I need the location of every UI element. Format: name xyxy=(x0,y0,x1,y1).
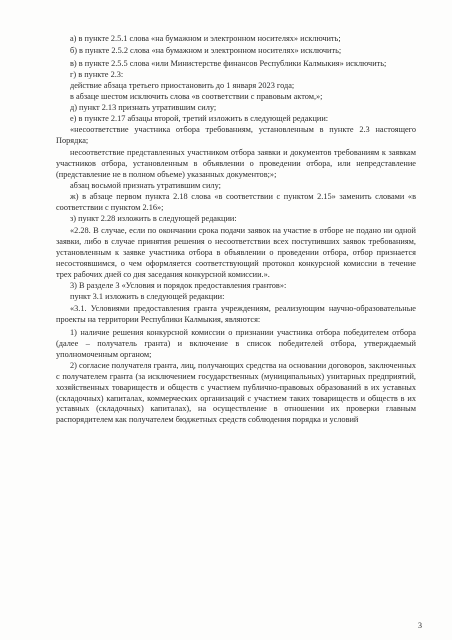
paragraph-item-g-2 xyxy=(56,92,416,103)
document-body xyxy=(56,34,416,426)
text-line: 3) В разделе 3 «Условия и порядок предоставления грантов»: xyxy=(70,280,287,290)
text-line: е) в пункте 2.17 абзацы второй, третий изложить в следующей редакции: xyxy=(70,113,329,123)
paragraph-quote-228 xyxy=(56,226,416,281)
text-line: «2.28. В случае, если по окончании срока подачи заявок на участие в отборе не подано ни одной заявки, либо в случае принятия решения о несоответствии всех поступивших заявок требованиям, установленным к заявке участника отбора в объявлении о проведении отбора, отбор признается несостоявшимся, о чем оформляется соответствующий протокол конкурсной комиссии в течение трех рабочих дней со дня заседания конкурсной комиссии.». xyxy=(56,226,416,280)
text-line: пункт 3.1 изложить в следующей редакции: xyxy=(70,291,225,301)
text-line: действие абзаца третьего приостановить до 1 января 2023 года; xyxy=(70,80,295,90)
paragraph-item-d xyxy=(56,103,416,114)
paragraph-quote-31 xyxy=(56,304,416,326)
text-line: 1) наличие решения конкурсной комиссии о признании участника отбора победителем отбора (далее – получатель гранта) и включение в список победителей отбора, утверждаемый уполномоченным органом; xyxy=(56,327,416,359)
paragraph-item-g xyxy=(56,70,416,81)
text-line: в) в пункте 2.5.5 слова «или Министерстве финансов Республики Калмыкия» исключить; xyxy=(70,58,387,68)
text-line: несоответствие представленных участником отбора заявки и документов требованиям к заявкам участников отбора, установленным в объявлении о проведении отбора, или непредставление (представление не в полном объеме) указанных документов;»; xyxy=(56,148,416,179)
paragraph-item-e xyxy=(56,114,416,125)
paragraph-item-e-1 xyxy=(56,125,416,147)
text-line: в абзаце шестом исключить слова «в соответствии с правовым актом,»; xyxy=(70,91,323,101)
paragraph-item-g-1 xyxy=(56,81,416,92)
paragraph-section-3 xyxy=(56,281,416,292)
paragraph-item-e-2 xyxy=(56,148,416,181)
text-line: ж) в абзаце первом пункта 2.18 слова «в соответствии с пунктом 2.15» заменить словами «в соответствии с пунктом 2.16»; xyxy=(56,191,416,212)
paragraph-condition-1 xyxy=(56,328,416,361)
paragraph-item-e-3 xyxy=(56,181,416,192)
text-line: б) в пункте 2.5.2 слова «на бумажном и электронном носителях» исключить; xyxy=(70,46,342,56)
text-line: а) в пункте 2.5.1 слова «на бумажном и электронном носителях» исключить; xyxy=(70,34,341,43)
text-line: «несоответствие участника отбора требованиям, установленным в пункте 2.3 настоящего Порядка; xyxy=(56,124,416,145)
paragraph-item-b xyxy=(56,46,416,57)
text-line: з) пункт 2.28 изложить в следующей редакции: xyxy=(70,213,237,223)
paragraph-item-zh xyxy=(56,192,416,214)
paragraph-item-a xyxy=(56,34,416,45)
text-line: д) пункт 2.13 признать утратившим силу; xyxy=(70,102,217,112)
paragraph-item-v xyxy=(56,59,416,70)
paragraph-item-z xyxy=(56,214,416,225)
text-line: 2) согласие получателя гранта, лиц, получающих средства на основании договоров, заключенных с получателем гранта (за исключением государственных (муниципальных) унитарных предприятий, хозяйственных товариществ и обществ с участием публично-правовых образований в их уставных (складочных) капиталах, коммерческих организаций с участием таких товариществ и обществ в их уставных (складочных) капиталах), на осуществление в отношении их проверки главным распорядителем как получателем бюджетных средств соблюдения порядка и условий xyxy=(56,360,416,425)
text-line: абзац восьмой признать утратившим силу; xyxy=(70,180,221,190)
paragraph-item-31 xyxy=(56,292,416,303)
paragraph-condition-2 xyxy=(56,361,416,427)
page-number: 3 xyxy=(418,621,422,630)
text-line: г) в пункте 2.3: xyxy=(70,69,124,79)
text-line: «3.1. Условиями предоставления гранта учреждениям, реализующим научно-образовательные проекты на территории Республики Калмыкия, являются: xyxy=(56,304,416,325)
